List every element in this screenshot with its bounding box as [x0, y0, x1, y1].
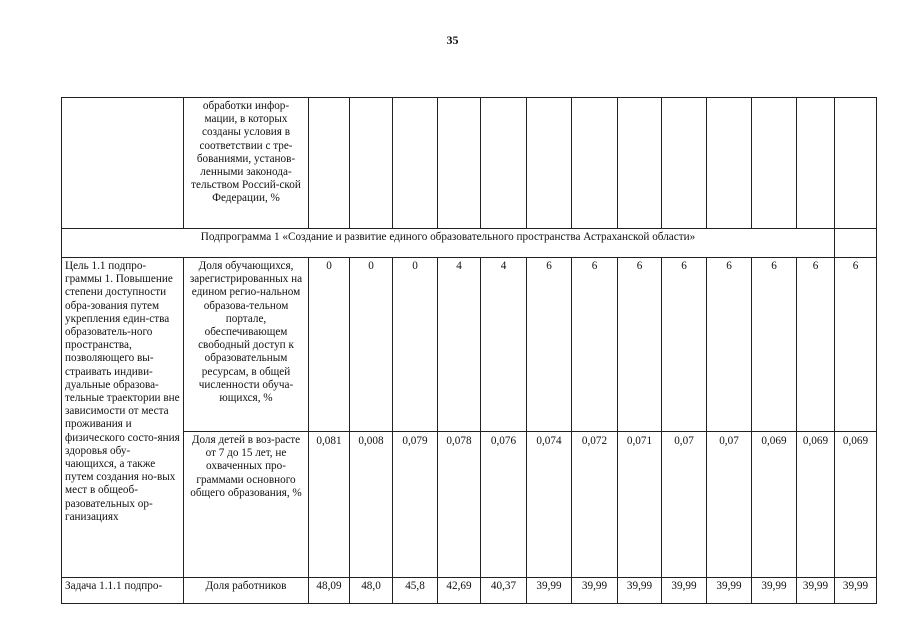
value-cell: 0,071	[618, 432, 662, 578]
goal-text: Цель 1.1 подпро-граммы 1. Повышение степени доступности обра-зования путем укрепления един-ства образователь-ного пространства, позволяющего вы-страивать индиви-дуальные образова-тельные траектории вне зависимости от места проживания и физического состо-яния здоровья обу-чающихся, а также путем создания но-вых мест в общеоб-разовательных ор-ганизациях	[62, 258, 184, 578]
value-cell: 39,99	[797, 578, 835, 604]
table-row-subprogram	[62, 229, 877, 258]
value-cell: 6	[797, 258, 835, 432]
value-cell: 6	[707, 258, 752, 432]
value-cell: 0,081	[309, 432, 350, 578]
task-label: Задача 1.1.1 подпро-	[62, 578, 184, 604]
value-cell: 0,07	[662, 432, 707, 578]
table-row-continuation	[62, 98, 877, 229]
value-cell: 0,072	[572, 432, 618, 578]
table-row-indicator-2	[62, 432, 877, 578]
value-cell	[350, 98, 393, 229]
indicators-table	[61, 97, 877, 604]
value-cell	[309, 98, 350, 229]
value-cell: 45,8	[393, 578, 438, 604]
value-cell	[572, 98, 618, 229]
value-cell: 6	[835, 258, 877, 432]
value-cell: 39,99	[527, 578, 572, 604]
page-number: 35	[446, 33, 459, 47]
value-cell: 0	[309, 258, 350, 432]
value-cell: 6	[752, 258, 797, 432]
value-cell: 6	[527, 258, 572, 432]
value-cell: 39,99	[707, 578, 752, 604]
value-cell: 0,07	[707, 432, 752, 578]
value-cell: 0,079	[393, 432, 438, 578]
value-cell: 6	[618, 258, 662, 432]
value-cell: 39,99	[835, 578, 877, 604]
value-cell: 40,37	[481, 578, 527, 604]
value-cell: 0	[393, 258, 438, 432]
value-cell	[393, 98, 438, 229]
value-cell: 6	[662, 258, 707, 432]
table-row-task	[62, 578, 877, 604]
value-cell: 4	[481, 258, 527, 432]
value-cell: 0,074	[527, 432, 572, 578]
value-cell	[835, 229, 877, 258]
value-cell	[835, 98, 877, 229]
table-row-indicator-1	[62, 258, 877, 432]
cell-empty-label	[62, 98, 184, 229]
value-cell	[527, 98, 572, 229]
value-cell	[707, 98, 752, 229]
indicator-1-text: Доля обучающихся, зарегистрированных на едином регио-нальном образова-тельном портале, обеспечивающем свободный доступ к образовательным ресурсам, в общей численности обуча-ющихся, %	[184, 258, 309, 432]
value-cell	[797, 98, 835, 229]
value-cell: 6	[572, 258, 618, 432]
value-cell: 39,99	[662, 578, 707, 604]
value-cell: 42,69	[438, 578, 481, 604]
value-cell: 0,008	[350, 432, 393, 578]
subprogram-title: Подпрограмма 1 «Создание и развитие единого образовательного пространства Астраханской области»	[62, 229, 835, 258]
value-cell	[752, 98, 797, 229]
value-cell: 4	[438, 258, 481, 432]
value-cell: 0,069	[835, 432, 877, 578]
task-indicator-text: Доля работников	[184, 578, 309, 604]
value-cell	[438, 98, 481, 229]
value-cell: 0,069	[752, 432, 797, 578]
value-cell: 48,09	[309, 578, 350, 604]
indicator-continuation-text: обработки инфор-мации, в которых созданы условия в соответствии с тре-бованиями, установ-ленными законода-тельством Россий-ской Федерации, %	[184, 98, 309, 229]
value-cell: 39,99	[618, 578, 662, 604]
value-cell: 48,0	[350, 578, 393, 604]
value-cell: 0	[350, 258, 393, 432]
value-cell	[481, 98, 527, 229]
value-cell	[662, 98, 707, 229]
value-cell: 0,069	[797, 432, 835, 578]
value-cell: 0,078	[438, 432, 481, 578]
indicator-2-text: Доля детей в воз-расте от 7 до 15 лет, не охваченных про-граммами основного общего образования, %	[184, 432, 309, 578]
value-cell: 0,076	[481, 432, 527, 578]
value-cell: 39,99	[752, 578, 797, 604]
value-cell	[618, 98, 662, 229]
value-cell: 39,99	[572, 578, 618, 604]
